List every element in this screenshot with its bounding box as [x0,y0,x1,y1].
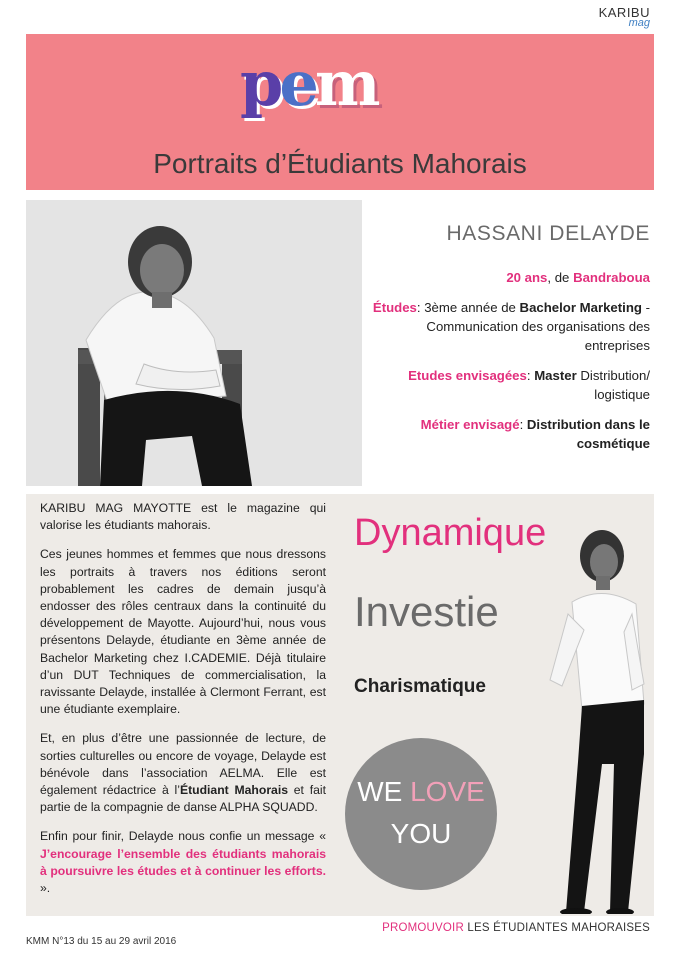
article-paragraph-1: KARIBU MAG MAYOTTE est le magazine qui valorise les étudiants mahorais. [40,501,326,533]
job-value: Distribution dans le cosmétique [526,417,650,451]
studies-bold: Bachelor Marketing [519,300,642,315]
student-quote: J’encourage l’ensemble des étudiants mahorais à poursuivre les études et à continuer les efforts. [40,846,326,878]
hometown: Bandraboua [573,270,650,285]
studies-rest: -Communication des organisations des entreprises [426,300,650,353]
planned-sep: : [526,368,535,383]
promo-highlight: PROMOUVOIR [382,922,464,934]
planned-rest: Distribution/ logistique [576,368,650,402]
article-paragraph-4 [40,828,326,897]
badge-love: LOVE [410,776,485,807]
info-studies [360,298,650,355]
pem-logo-letter-m: m [314,47,377,120]
pem-logo [240,44,376,124]
job-sep: : [519,417,527,432]
badge-you: YOU [390,818,452,849]
promo-tagline [382,922,650,934]
student-name: HASSANI DELAYDE [446,222,650,245]
student-info [360,268,650,464]
student-seated-photo [26,200,362,486]
job-label: Métier envisagé [420,417,520,432]
karibu-mag-logo [599,6,650,29]
article-paragraph-3 [40,730,326,816]
paragraph-3-highlight: Étudiant Mahorais [179,783,288,798]
studies-label: Études [372,300,417,315]
info-planned-job [360,415,650,453]
pem-logo-letter-p: p [240,47,280,120]
paragraph-3-part-c: et fait partie de la compagnie de danse ALPHA SQUADD. [40,783,326,815]
badge-line-1 [345,776,497,808]
keyword-charismatique: Charismatique [354,676,486,697]
page-title: Portraits d’Étudiants Mahorais [153,148,527,179]
info-age-origin [360,268,650,287]
header-banner [26,34,654,190]
brand-sub: mag [628,17,650,29]
planned-label: Etudes envisagées [408,368,527,383]
pem-logo-letter-e: e [279,47,315,120]
studies-prefix: : 3ème année de [416,300,520,315]
article-text [40,500,326,909]
planned-bold: Master [534,368,577,383]
paragraph-4-part-b: ». [40,881,51,896]
we-love-you-badge [345,738,497,890]
keyword-investie: Investie [354,588,499,635]
age-suffix: , de [547,270,574,285]
badge-we: WE [357,776,403,807]
age-value: 20 ans [506,270,548,285]
paragraph-4-part-a: Enfin pour finir, Delayde nous confie un message « [40,829,326,844]
student-standing-photo [532,514,654,914]
info-planned-studies [360,366,650,404]
brand-name: KARIBU [598,5,650,20]
keyword-dynamique: Dynamique [354,512,547,554]
article-paragraph-2: Ces jeunes hommes et femmes que nous dressons les portraits à travers nos éditions seront probablement les cadres de demain jusqu’à endosser des rôles centraux dans la continuité du développement de Mayotte. Aujourd’hui, nous vous présentons Delayde, étudiante en 3ème année de Bachelor Marketing chez I.CADEMIE. Déjà titulaire d’un DUT Techniques de commercialisation, la ravissante Delayde, installée à Clermont Ferrant, est une étudiante exemplaire. [40,547,326,717]
promo-rest: LES ÉTUDIANTES MAHORAISES [463,922,650,934]
paragraph-3-part-a: Et, en plus d’être une passionnée de lecture, de sorties culturelles ou encore de voyage, Delayde est bénévole dans l’association AELMA. Elle est également rédactrice à l’ [40,731,326,798]
issue-footer: KMM N°13 du 15 au 29 avril 2016 [26,936,177,947]
